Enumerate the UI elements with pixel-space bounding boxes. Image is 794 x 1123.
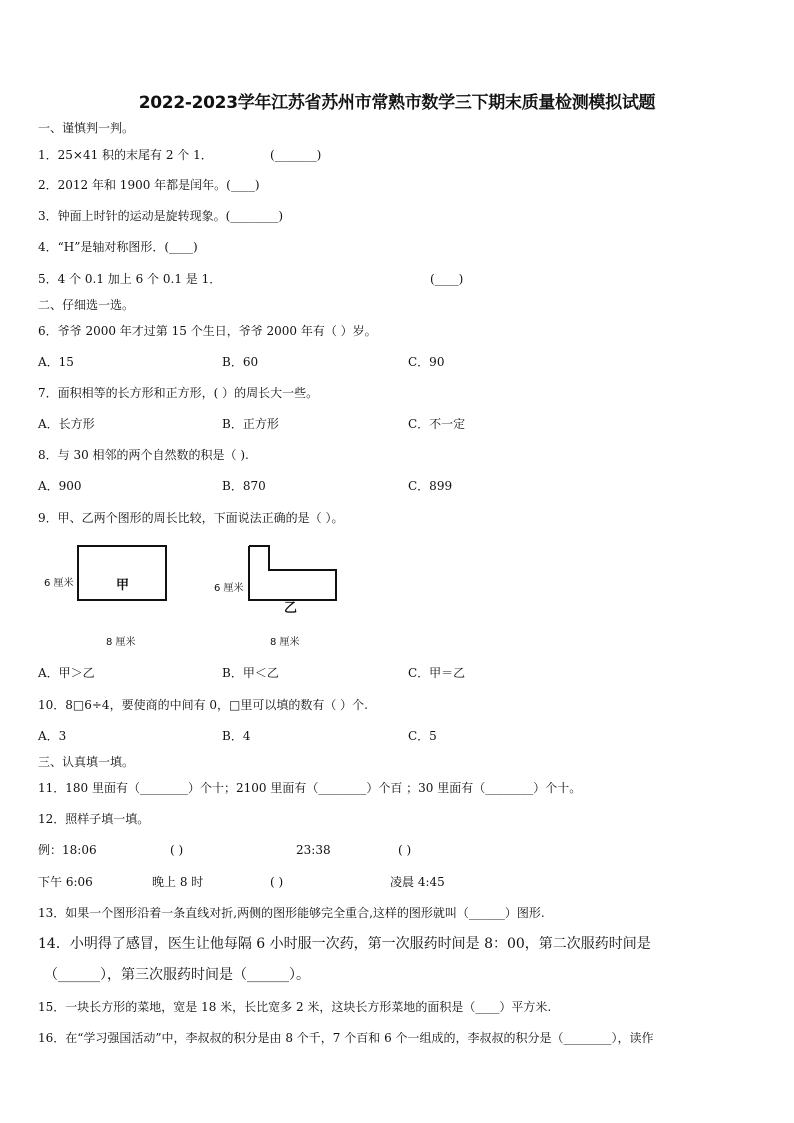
question-10-option-b[interactable]: B．4: [222, 729, 251, 743]
question-6-option-a[interactable]: A．15: [38, 355, 74, 369]
section-heading-1: 一、谨慎判一判。: [38, 121, 135, 135]
question-14-line-2: （______），第三次服药时间是（______）。: [44, 967, 310, 983]
question-15: 15．一块长方形的菜地，宽是 18 米，长比宽多 2 米，这块长方形菜地的面积是（____）平方米.: [38, 1000, 552, 1014]
question-12-time-pm: 下午 6:06: [38, 875, 93, 889]
question-12-time-dawn: 凌晨 4:45: [390, 875, 445, 889]
question-4: 4．“H”是轴对称图形．(____): [38, 240, 198, 254]
shape-yi-height-label: 6 厘米: [214, 583, 244, 594]
question-7-option-c[interactable]: C．不一定: [408, 417, 466, 431]
shape-yi-outline: [249, 546, 336, 600]
question-5: 5．4 个 0.1 加上 6 个 0.1 是 1．: [38, 272, 222, 286]
question-9-figure: [40, 538, 360, 653]
question-8: 8．与 30 相邻的两个自然数的积是（ ).: [38, 448, 249, 462]
shape-jia-height-label: 6 厘米: [44, 578, 74, 589]
page-title: 2022-2023学年江苏省苏州市常熟市数学三下期末质量检测模拟试题: [138, 93, 656, 113]
shape-jia-label: 甲: [116, 578, 130, 593]
question-6-option-c[interactable]: C．90: [408, 355, 445, 369]
question-5-blank[interactable]: (____): [430, 272, 464, 286]
question-10: 10．8□6÷4，要使商的中间有 0，□里可以填的数有（ ）个.: [38, 698, 368, 712]
question-1: 1．25×41 积的末尾有 2 个 1．: [38, 148, 213, 162]
question-13: 13．如果一个图形沿着一条直线对折,两侧的图形能够完全重合,这样的图形就叫（______）图形.: [38, 906, 545, 920]
question-8-option-a[interactable]: A．900: [38, 479, 82, 493]
question-12: 12．照样子填一填。: [38, 812, 150, 826]
question-12-example-label: 例：18:06: [38, 843, 97, 857]
question-9-option-b[interactable]: B．甲＜乙: [222, 666, 279, 680]
question-12-time-evening: 晚上 8 时: [152, 875, 204, 889]
question-1-blank[interactable]: (_______): [270, 148, 322, 162]
section-heading-3: 三、认真填一填。: [38, 755, 135, 769]
question-14-line-1: 14．小明得了感冒，医生让他每隔 6 小时服一次药，第一次服药时间是 8：00，第二次服药时间是: [38, 936, 651, 952]
question-3: 3．钟面上时针的运动是旋转现象。(________): [38, 209, 283, 223]
question-12-blank-3[interactable]: ( ): [270, 875, 284, 889]
question-11: 11．180 里面有（________）个十；2100 里面有（________）个百 ；30 里面有（________）个十。: [38, 781, 582, 795]
question-10-option-c[interactable]: C．5: [408, 729, 437, 743]
section-heading-2: 二、仔细选一选。: [38, 298, 135, 312]
question-12-time-2338: 23:38: [296, 843, 331, 857]
question-6: 6．爷爷 2000 年才过第 15 个生日，爷爷 2000 年有（ ）岁。: [38, 324, 377, 338]
question-7: 7．面积相等的长方形和正方形，( ）的周长大一些。: [38, 386, 319, 400]
question-10-option-a[interactable]: A．3: [38, 729, 67, 743]
question-8-option-c[interactable]: C．899: [408, 479, 453, 493]
question-9: 9．甲、乙两个图形的周长比较，下面说法正确的是（ ）。: [38, 511, 344, 525]
question-6-option-b[interactable]: B．60: [222, 355, 259, 369]
shape-jia-width-label: 8 厘米: [106, 637, 136, 648]
shape-yi-width-label: 8 厘米: [270, 637, 300, 648]
question-8-option-b[interactable]: B．870: [222, 479, 266, 493]
question-9-option-a[interactable]: A．甲＞乙: [38, 666, 95, 680]
question-12-blank-1[interactable]: ( ): [170, 843, 184, 857]
question-9-option-c[interactable]: C．甲＝乙: [408, 666, 466, 680]
question-12-blank-2[interactable]: ( ): [398, 843, 412, 857]
question-16: 16．在“学习强国活动”中，李叔叔的积分是由 8 个千，7 个百和 6 个一组成的，李叔叔的积分是（________），读作: [38, 1031, 654, 1045]
question-7-option-b[interactable]: B．正方形: [222, 417, 279, 431]
question-7-option-a[interactable]: A．长方形: [38, 417, 95, 431]
shape-yi-label: 乙: [284, 601, 298, 616]
question-2: 2．2012 年和 1900 年都是闰年。(____): [38, 178, 260, 192]
